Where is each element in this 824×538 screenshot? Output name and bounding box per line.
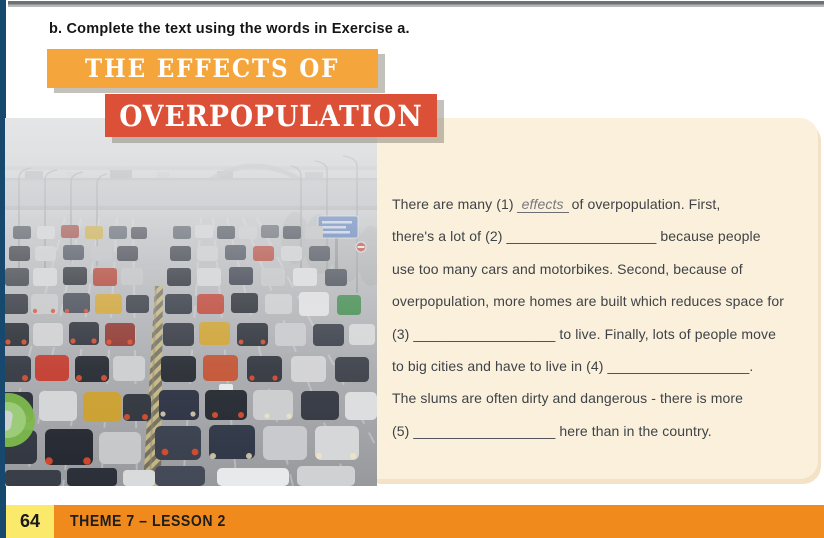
text-line: (3) __________________ to live. Finally, lots of people move: [392, 325, 776, 342]
text-panel: [360, 118, 818, 479]
top-rule: [8, 1, 824, 7]
footer-bar: [6, 505, 824, 538]
page-number: 64: [6, 505, 54, 538]
text-line: to big cities and have to live in (4) __________________.: [392, 358, 754, 375]
smog-haze-overlay: [5, 118, 377, 486]
text-line: The slums are often dirty and dangerous - there is more: [392, 390, 744, 407]
title-banner-bottom: OVERPOPULATION: [105, 94, 437, 137]
text-line: there's a lot of (2) ___________________ because people: [392, 228, 761, 245]
text-line: use too many cars and motorbikes. Second, because of: [392, 260, 743, 277]
answer-blank-1: effects: [517, 196, 569, 213]
text-line: (5) __________________ here than in the country.: [392, 422, 712, 439]
exercise-heading: b. Complete the text using the words in Exercise a.: [49, 21, 410, 37]
text-line: There are many (1) effects of overpopulation. First,: [392, 196, 721, 212]
gap-fill-text: [392, 188, 804, 447]
title-banner-top: THE EFFECTS OF: [47, 49, 378, 88]
traffic-photo: [5, 118, 377, 486]
text-line: overpopulation, more homes are built which reduces space for: [392, 293, 784, 310]
lesson-label: THEME 7 – LESSON 2: [70, 512, 226, 530]
